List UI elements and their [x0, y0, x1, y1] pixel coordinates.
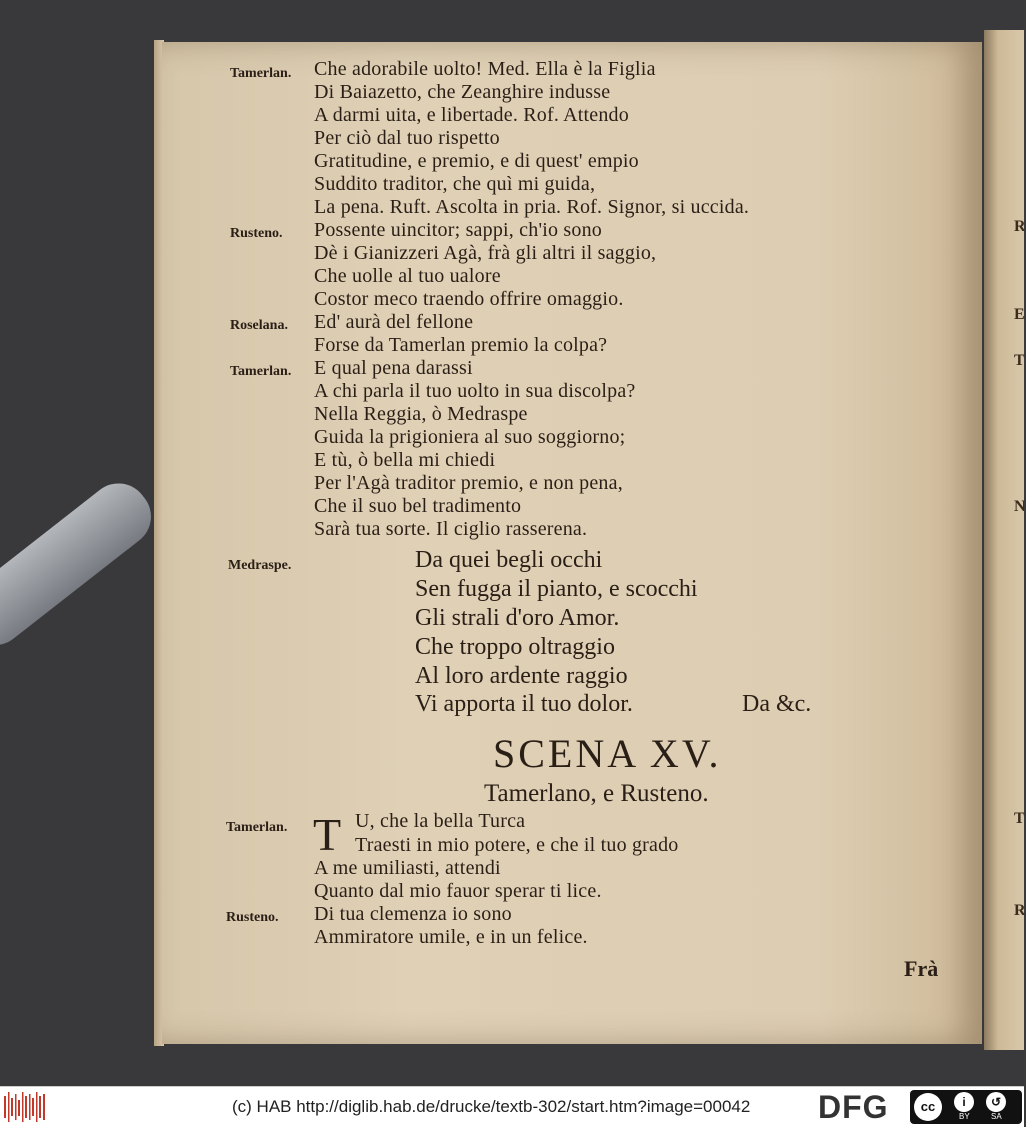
speaker-label: Rusteno.: [226, 910, 279, 925]
verse-line: A me umiliasti, attendi: [314, 857, 501, 879]
verse-line: Costor meco traendo offrire omaggio.: [314, 288, 624, 310]
facing-page-edge: [984, 30, 1024, 1050]
verse-line: E tù, ò bella mi chiedi: [314, 449, 496, 471]
verse-line: Di tua clemenza io sono: [314, 903, 512, 925]
verse-line: Sarà tua sorte. Il ciglio rasserena.: [314, 518, 588, 540]
verse-line: Possente uincitor; sappi, ch'io sono: [314, 219, 603, 241]
verse-line: Per l'Agà traditor premio, e non pena,: [314, 472, 623, 494]
speaker-label: Rusteno.: [230, 226, 283, 241]
sa-icon: ↺: [986, 1092, 1006, 1112]
verse-line: Ammiratore umile, e in un felice.: [314, 926, 588, 948]
da-capo: Da &c.: [742, 691, 812, 717]
facing-page-letter: R: [1014, 902, 1026, 919]
facing-page-letter: T: [1014, 810, 1025, 827]
speaker-label: Tamerlan.: [226, 820, 288, 835]
credit-link[interactable]: (c) HAB http://diglib.hab.de/drucke/textb-302/start.htm?image=00042: [232, 1097, 751, 1116]
speaker-label: Tamerlan.: [230, 66, 292, 81]
hab-logo-icon: [4, 1092, 48, 1122]
verse-line: A darmi uita, e libertade. Rof. Attendo: [314, 104, 629, 126]
speaker-label: Tamerlan.: [230, 364, 292, 379]
aria-line: Sen fugga il pianto, e scocchi: [415, 576, 698, 602]
aria-line: Gli strali d'oro Amor.: [415, 605, 620, 631]
scene-title: SCENA XV.: [493, 731, 722, 776]
speaker-label: Roselana.: [230, 318, 288, 333]
by-label: BY: [959, 1112, 970, 1121]
facing-page-letter: T: [1014, 352, 1025, 369]
verse-line: Ed' aurà del fellone: [314, 311, 474, 333]
drop-cap: T: [313, 809, 342, 860]
verse-line: Suddito traditor, che quì mi guida,: [314, 173, 596, 195]
verse-line: Traesti in mio potere, e che il tuo grado: [355, 834, 679, 856]
by-icon: i: [954, 1092, 974, 1112]
aria-line: Vi apporta il tuo dolor.: [415, 691, 633, 717]
verse-line: Quanto dal mio fauor sperar ti lice.: [314, 880, 602, 902]
verse-line: Che uolle al tuo ualore: [314, 265, 501, 287]
aria-line: Al loro ardente raggio: [415, 663, 628, 689]
verse-line: La pena. Ruft. Ascolta in pria. Rof. Signor, si uccida.: [314, 196, 750, 218]
verse-line: Dè i Gianizzeri Agà, frà gli altri il saggio,: [314, 242, 657, 264]
verse-line: Guida la prigioniera al suo soggiorno;: [314, 426, 626, 448]
verse-line: A chi parla il tuo uolto in sua discolpa?: [314, 380, 636, 402]
cc-icon: cc: [914, 1093, 942, 1121]
verse-line: E qual pena darassi: [314, 357, 473, 379]
verse-line: Per ciò dal tuo rispetto: [314, 127, 500, 149]
dfg-logo[interactable]: DFG: [818, 1089, 889, 1125]
verse-line: U, che la bella Turca: [355, 810, 526, 832]
facing-page-letter: R: [1014, 218, 1026, 235]
scene-subtitle: Tamerlano, e Rusteno.: [484, 780, 709, 807]
verse-line: Che adorabile uolto! Med. Ella è la Figlia: [314, 58, 656, 80]
aria-line: Da quei begli occhi: [415, 547, 603, 573]
viewer-footer: [0, 1086, 1024, 1127]
verse-line: Che il suo bel tradimento: [314, 495, 522, 517]
verse-line: Di Baiazetto, che Zeanghire indusse: [314, 81, 611, 103]
cc-license-badge[interactable]: [910, 1090, 1022, 1124]
sa-label: SA: [991, 1112, 1002, 1121]
speaker-label: Medraspe.: [228, 558, 292, 573]
verse-line: Nella Reggia, ò Medraspe: [314, 403, 528, 425]
verse-line: Gratitudine, e premio, e di quest' empio: [314, 150, 639, 172]
facing-page-letter: N: [1014, 498, 1026, 515]
facing-page-letter: E: [1014, 306, 1025, 323]
aria-line: Che troppo oltraggio: [415, 634, 615, 660]
catchword: Frà: [904, 956, 939, 981]
scanner-glare: [0, 471, 163, 657]
verse-line: Forse da Tamerlan premio la colpa?: [314, 334, 608, 356]
